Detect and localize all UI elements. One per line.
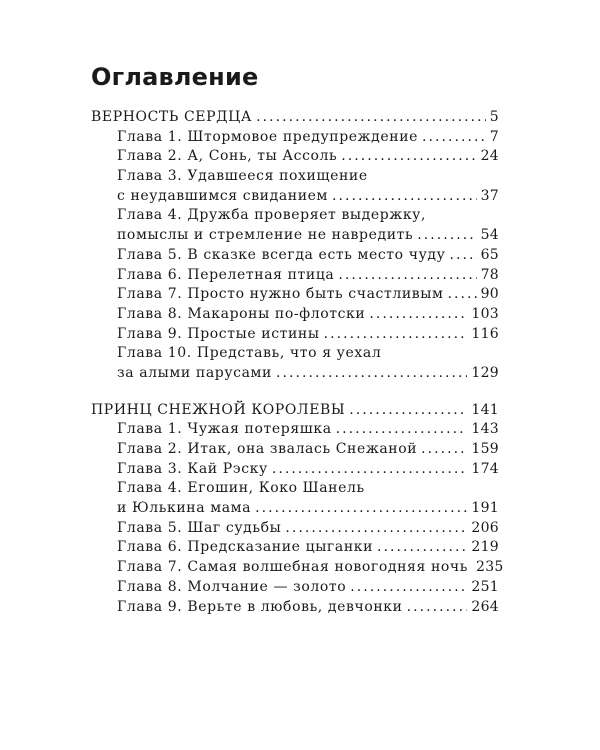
- entry-title: Глава 6. Перелетная птица: [117, 266, 335, 283]
- chapter-line: [91, 147, 499, 167]
- chapter-entry: [91, 344, 499, 383]
- chapter-entry: [91, 206, 499, 245]
- page-number: 5: [489, 109, 499, 125]
- chapter-entry: [91, 578, 499, 598]
- toc-section: [91, 401, 504, 618]
- page-number: 103: [471, 305, 499, 322]
- toc-section: [91, 108, 499, 384]
- chapter-title-line: Глава 10. Представь, что я уехал: [117, 345, 382, 362]
- dot-leader: [422, 128, 486, 148]
- page-title: Оглавление: [91, 63, 259, 91]
- entry-title: Глава 7. Самая волшебная новогодняя ночь: [117, 559, 469, 576]
- page-number: 78: [480, 266, 499, 283]
- chapter-line: [91, 364, 499, 384]
- page-number: 174: [471, 460, 499, 477]
- page-number: 159: [471, 441, 499, 457]
- page-number: 235: [476, 559, 504, 576]
- dot-leader: [255, 499, 467, 519]
- dot-leader: [336, 420, 468, 440]
- chapter-line: [91, 598, 499, 618]
- entry-title: Глава 1. Чужая потеряшка: [117, 421, 332, 438]
- entry-title: помыслы и стремление не навредить: [117, 227, 414, 244]
- dot-leader: [285, 519, 467, 539]
- page-number: 65: [480, 246, 499, 263]
- entry-title: и Юлькина мама: [117, 500, 252, 517]
- section-heading: [91, 108, 499, 128]
- chapter-title-line: Глава 4. Дружба проверяет выдержку,: [117, 207, 427, 224]
- chapter-line: [91, 187, 499, 207]
- chapter-line: [91, 246, 499, 266]
- dot-leader: [350, 578, 467, 598]
- page-number: 264: [471, 598, 499, 615]
- chapter-entry: [91, 460, 499, 480]
- entry-title: Глава 9. Верьте в любовь, девчонки: [117, 598, 403, 615]
- entry-title: Глава 5. Шаг судьбы: [117, 519, 282, 536]
- dot-leader: [447, 285, 476, 305]
- chapter-entry: [91, 440, 499, 460]
- chapter-entry: [91, 147, 499, 167]
- entry-title: Глава 5. В сказке всегда есть место чуду: [117, 246, 446, 263]
- page-number: 7: [489, 128, 499, 145]
- dot-leader: [338, 266, 476, 286]
- chapter-entry: [91, 479, 499, 518]
- chapter-line: [91, 325, 499, 345]
- entry-title: Глава 3. Кай Рэску: [117, 460, 268, 477]
- chapter-title-line: Глава 4. Егошин, Коко Шанель: [117, 480, 365, 497]
- page-number: 54: [480, 227, 499, 244]
- page-number: 129: [471, 364, 499, 381]
- dot-leader: [324, 325, 468, 345]
- chapter-line: [91, 285, 499, 305]
- dot-leader: [349, 401, 467, 421]
- dot-leader: [450, 246, 477, 266]
- chapter-line: [91, 420, 499, 440]
- chapter-entry: [91, 167, 499, 206]
- entry-title: за алыми парусами: [117, 364, 272, 381]
- chapter-line: [91, 266, 499, 286]
- chapter-entry: [91, 305, 499, 325]
- chapter-line: [91, 578, 499, 598]
- chapter-line: [91, 519, 499, 539]
- chapter-entry: [91, 519, 499, 539]
- dot-leader: [417, 226, 476, 246]
- chapter-line: [91, 460, 499, 480]
- dot-leader: [272, 460, 468, 480]
- dot-leader: [256, 108, 486, 128]
- table-of-contents: [91, 108, 504, 634]
- page-number: 251: [471, 578, 499, 595]
- entry-title: ПРИНЦ СНЕЖНОЙ КОРОЛЕВЫ: [91, 401, 346, 418]
- chapter-entry: [91, 420, 499, 440]
- chapter-entry: [91, 285, 499, 305]
- chapter-entry: [91, 325, 499, 345]
- page-number: 116: [471, 325, 499, 342]
- chapter-line: [91, 305, 499, 325]
- entry-title: Глава 8. Молчание — золото: [117, 578, 347, 595]
- chapter-entry: [91, 128, 499, 148]
- chapter-entry: [91, 598, 499, 618]
- entry-title: Глава 1. Штормовое предупреждение: [117, 128, 419, 145]
- chapter-title-line: Глава 3. Удавшееся похищение: [117, 168, 368, 185]
- dot-leader: [421, 440, 467, 460]
- entry-title: Глава 2. Итак, она звалась Снежаной: [117, 441, 418, 457]
- page-number: 219: [471, 539, 499, 556]
- chapter-line: [91, 440, 499, 460]
- entry-title: Глава 6. Предсказание цыганки: [117, 539, 374, 556]
- chapter-entry: [91, 558, 504, 578]
- chapter-entry: [91, 538, 499, 558]
- dot-leader: [332, 187, 477, 207]
- entry-title: Глава 8. Макароны по-флотски: [117, 305, 366, 322]
- entry-title: Глава 9. Простые истины: [117, 325, 320, 342]
- chapter-entry: [91, 266, 499, 286]
- page-number: 90: [480, 286, 499, 303]
- page-number: 206: [471, 519, 499, 536]
- section-heading: [91, 401, 499, 421]
- chapter-line: [91, 226, 499, 246]
- dot-leader: [407, 598, 468, 618]
- chapter-entry: [91, 246, 499, 266]
- dot-leader: [377, 538, 467, 558]
- entry-title: Глава 2. А, Сонь, ты Ассоль: [117, 148, 338, 165]
- page-number: 24: [480, 148, 499, 165]
- entry-title: ВЕРНОСТЬ СЕРДЦА: [91, 109, 253, 125]
- page-number: 141: [471, 401, 499, 418]
- chapter-line: [91, 538, 499, 558]
- dot-leader: [369, 305, 467, 325]
- chapter-line: [91, 128, 499, 148]
- entry-title: Глава 7. Просто нужно быть счастливым: [117, 286, 444, 303]
- dot-leader: [276, 364, 467, 384]
- chapter-line: [91, 499, 499, 519]
- chapter-line: [91, 558, 504, 578]
- entry-title: с неудавшимся свиданием: [117, 187, 329, 204]
- page-number: 37: [480, 187, 499, 204]
- page-number: 191: [471, 500, 499, 517]
- page-number: 143: [471, 421, 499, 438]
- dot-leader: [341, 147, 476, 167]
